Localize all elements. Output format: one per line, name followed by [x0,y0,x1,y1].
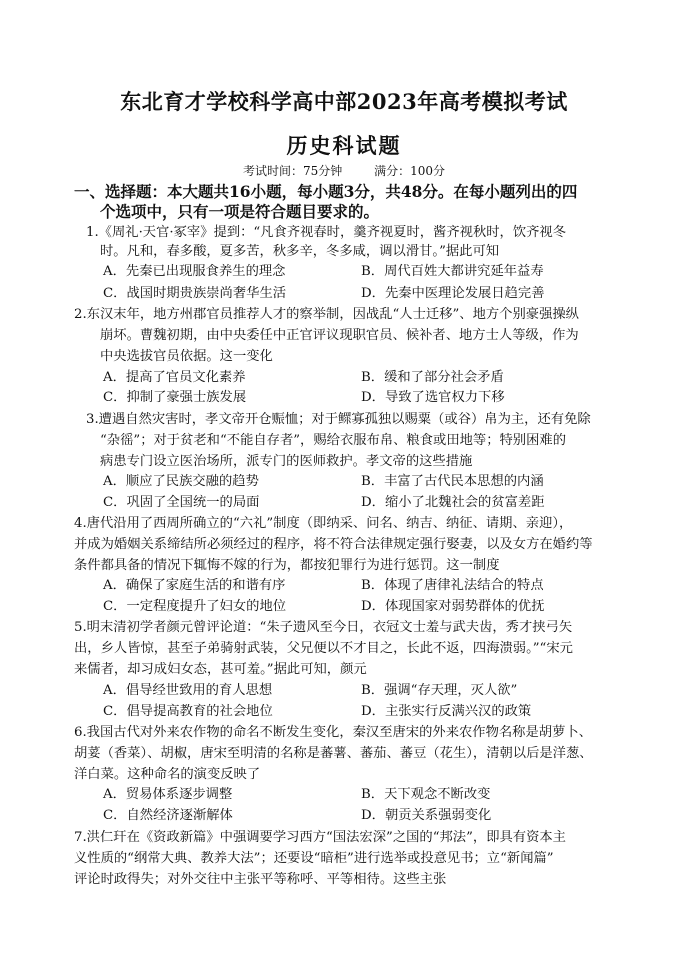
question-1-option-c: C．战国时期贵族崇尚奢华生活 [103,286,287,301]
question-5-line-1: 5.明末清初学者颜元曾评论道：“朱子遗风至今日，衣冠文士羞与武夫齿，秀才挟弓矢 [74,620,573,635]
question-6-option-a: A．贸易体系逐步调整 [103,787,233,802]
question-1-line-2: 时。凡和，春多酸，夏多苦，秋多辛，冬多咸，调以滑甘。”据此可知 [100,244,500,259]
section-heading [74,182,654,222]
question-5-option-c: C．倡导提高教育的社会地位 [103,704,273,719]
exam-meta [0,162,688,179]
question-3-line-2: “杂徭”；对于贫老和“不能自存者”，赐给衣服布帛、粮食或田地等；特别困难的 [100,433,566,448]
question-2-option-b: B．缓和了部分社会矛盾 [361,370,504,385]
question-3-option-c: C．巩固了全国统一的局面 [103,495,260,510]
section-line-2: 个选项中，只有一项是符合题目要求的。 [100,202,380,221]
question-2-line-3: 中央选拔官员依据。这一变化 [100,349,273,364]
question-6-option-c: C．自然经济逐渐解体 [103,808,233,823]
exam-score: 满分：100分 [374,164,445,178]
question-6-option-b: B．天下观念不断改变 [361,787,491,802]
question-4-line-3: 条件都具备的情况下辄悔不嫁的行为，都按犯罪行为进行惩罚。这一制度 [74,558,500,573]
question-5-option-b: B．强调“存天理，灭人欲” [361,683,518,698]
exam-time: 考试时间：75分钟 [242,164,343,178]
question-1-option-a: A．先秦已出现服食养生的理念 [103,264,286,279]
question-7-line-2: 义性质的“纲常大典、教养大法”；还要设“暗柜”进行选举或投意见书；立“新闻篇” [74,851,554,866]
question-6-line-1: 6.我国古代对外来农作物的命名不断发生变化，秦汉至唐宋的外来农作物名称是胡萝卜、 [74,725,592,740]
question-2-line-1: 2.东汉末年，地方州郡官员推荐人才的察举制，因战乱“人士迁移”、地方个别豪强操纵 [74,307,579,322]
question-3-option-a: A．顺应了民族交融的趋势 [103,474,259,489]
question-4-option-b: B．体现了唐律礼法结合的特点 [361,578,544,593]
question-4-option-c: C．一定程度提升了妇女的地位 [103,599,287,614]
question-4-line-2: 并成为婚姻关系缔结所必须经过的程序，将不符合法律规定强行娶妻，以及女方在婚约等 [74,537,593,552]
question-2-option-d: D．导致了选官权力下移 [361,390,505,405]
question-3-option-b: B．丰富了古代民本思想的内涵 [361,474,544,489]
question-2-line-2: 崩坏。曹魏初期，由中央委任中正官评议现职官员、候补者、地方士人等级，作为 [100,328,579,343]
exam-title: 东北育才学校科学高中部2023年高考模拟考试 [120,89,568,114]
question-5-line-3: 来儒者，却习成妇女态，甚可羞。”据此可知，颜元 [74,662,367,677]
question-1-option-d: D．先秦中医理论发展日趋完善 [361,286,545,301]
section-line-1: 一、选择题：本大题共16小题，每小题3分，共48分。在每小题列出的四 [74,182,578,201]
question-1-option-b: B．周代百姓大都讲究延年益寿 [361,264,544,279]
question-7-line-3: 评论时政得失；对外交往中主张平等称呼、平等相待。这些主张 [74,872,447,887]
question-6-line-2: 胡荽（香菜）、胡椒，唐宋至明清的名称是蕃薯、蕃茄、蕃豆（花生），清朝以后是洋葱、 [74,746,593,761]
question-7-line-1: 7.洪仁玕在《资政新篇》中强调要学习西方“国法宏深”之国的“邦法”，即具有资本主 [74,830,566,845]
subject-title: 历史科试题 [286,133,402,158]
question-4-line-1: 4.唐代沿用了西周所确立的“六礼”制度（即纳采、问名、纳吉、纳征、请期、亲迎）， [74,516,573,531]
question-2-option-c: C．抑制了豪强士族发展 [103,390,247,405]
question-5-option-a: A．倡导经世致用的育人思想 [103,683,273,698]
question-1-line-1: 1.《周礼·天官·冢宰》提到：“凡食齐视春时，羹齐视夏时，酱齐视秋时，饮齐视冬 [86,225,567,240]
question-4-option-a: A．确保了家庭生活的和谐有序 [103,578,286,593]
question-2-option-a: A．提高了官员文化素养 [103,370,246,385]
question-5-line-2: 出，乡人皆惊，甚至子弟骑射武装，父兄便以不才目之，长此不返，四海溃弱。”“宋元 [74,641,573,656]
question-6-option-d: D．朝贡关系强弱变化 [361,808,492,823]
question-6-line-3: 洋白菜。这种命名的演变反映了 [74,767,261,782]
question-5-option-d: D．主张实行反满兴汉的政策 [361,704,532,719]
question-3-line-1: 3.遭遇自然灾害时，孝文帝开仓赈恤；对于鳏寡孤独以赐粟（或谷）帛为主，还有免除 [86,412,591,427]
question-4-option-d: D．体现国家对弱势群体的优抚 [361,599,545,614]
question-3-line-3: 病患专门设立医治场所，派专门的医师救护。孝文帝的这些措施 [100,454,473,469]
question-3-option-d: D．缩小了北魏社会的贫富差距 [361,495,545,510]
